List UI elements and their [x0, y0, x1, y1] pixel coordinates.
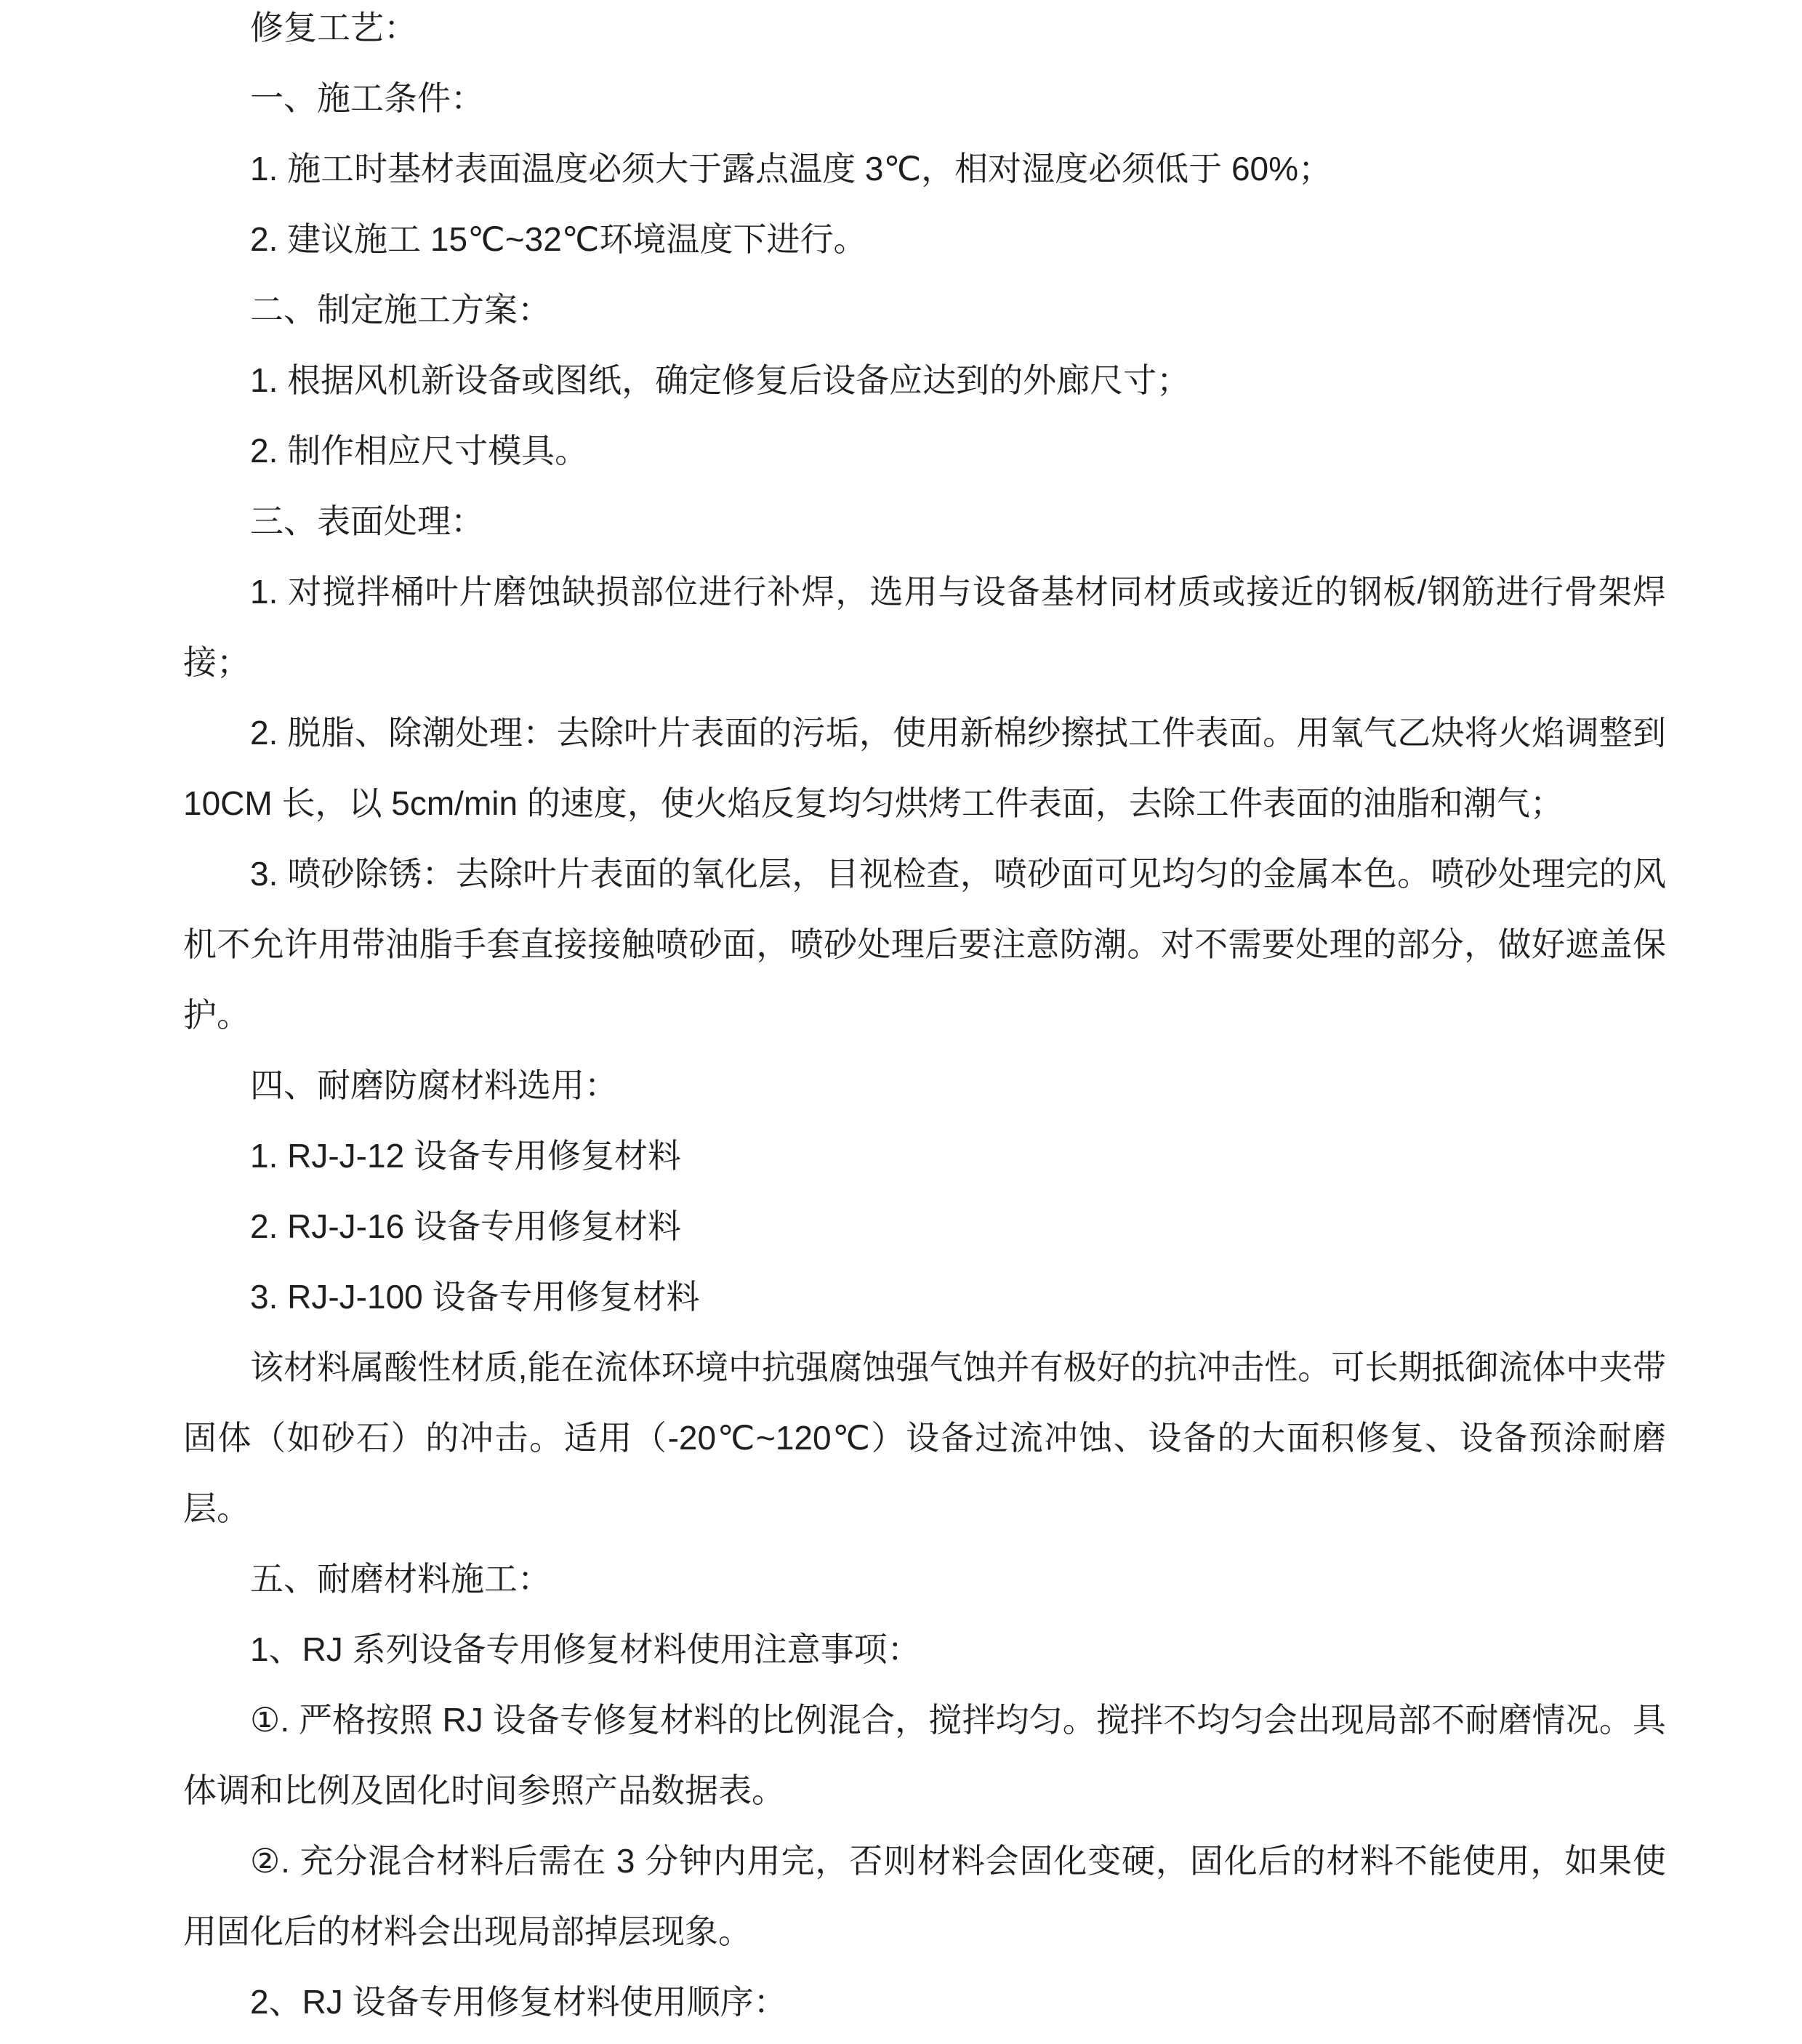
- document-body: [183, 0, 1666, 2037]
- paragraph: 2、RJ 设备专用修复材料使用顺序：: [250, 1983, 787, 2021]
- section-heading: 三、表面处理：: [250, 502, 484, 540]
- paragraph: 3. RJ-J-100 设备专用修复材料: [250, 1278, 700, 1316]
- paragraph: 2. 脱脂、除潮处理：去除叶片表面的污垢，使用新棉纱擦拭工件表面。用氧气乙炔将火焰调整到 10CM 长，以 5cm/min 的速度，使火焰反复均匀烘烤工件表面，去除工件表面的油脂和潮气；: [183, 714, 1666, 822]
- paragraph: 3. 喷砂除锈：去除叶片表面的氧化层，目视检查，喷砂面可见均匀的金属本色。喷砂处理完的风机不允许用带油脂手套直接接触喷砂面，喷砂处理后要注意防潮。对不需要处理的部分，做好遮盖保护。: [183, 855, 1666, 1034]
- paragraph: 1、RJ 系列设备专用修复材料使用注意事项：: [250, 1630, 921, 1668]
- document-title: 修复工艺：: [250, 9, 417, 47]
- paragraph: 1. 根据风机新设备或图纸，确定修复后设备应达到的外廊尺寸；: [250, 361, 1191, 399]
- paragraph: 1. 对搅拌桶叶片磨蚀缺损部位进行补焊，选用与设备基材同材质或接近的钢板/钢筋进行骨架焊接；: [183, 573, 1666, 681]
- section-heading: 五、耐磨材料施工：: [250, 1560, 551, 1598]
- section-heading: 一、施工条件：: [250, 79, 484, 117]
- paragraph: ②. 充分混合材料后需在 3 分钟内用完，否则材料会固化变硬，固化后的材料不能使用，如果使用固化后的材料会出现局部掉层现象。: [183, 1842, 1666, 1950]
- paragraph: 该材料属酸性材质,能在流体环境中抗强腐蚀强气蚀并有极好的抗冲击性。可长期抵御流体中夹带固体（如砂石）的冲击。适用（-20℃~120℃）设备过流冲蚀、设备的大面积修复、设备预涂耐磨层。: [183, 1348, 1666, 1527]
- paragraph: 1. 施工时基材表面温度必须大于露点温度 3℃，相对湿度必须低于 60%；: [250, 150, 1332, 188]
- paragraph: 2. RJ-J-16 设备专用修复材料: [250, 1207, 681, 1245]
- section-heading: 四、耐磨防腐材料选用：: [250, 1066, 618, 1104]
- paragraph: 1. RJ-J-12 设备专用修复材料: [250, 1137, 681, 1175]
- section-heading: 二、制定施工方案：: [250, 291, 551, 329]
- paragraph: ①. 严格按照 RJ 设备专修复材料的比例混合，搅拌均匀。搅拌不均匀会出现局部不耐磨情况。具体调和比例及固化时间参照产品数据表。: [183, 1701, 1666, 1809]
- paragraph: 2. 建议施工 15℃~32℃环境温度下进行。: [250, 220, 867, 258]
- paragraph: 2. 制作相应尺寸模具。: [250, 432, 589, 470]
